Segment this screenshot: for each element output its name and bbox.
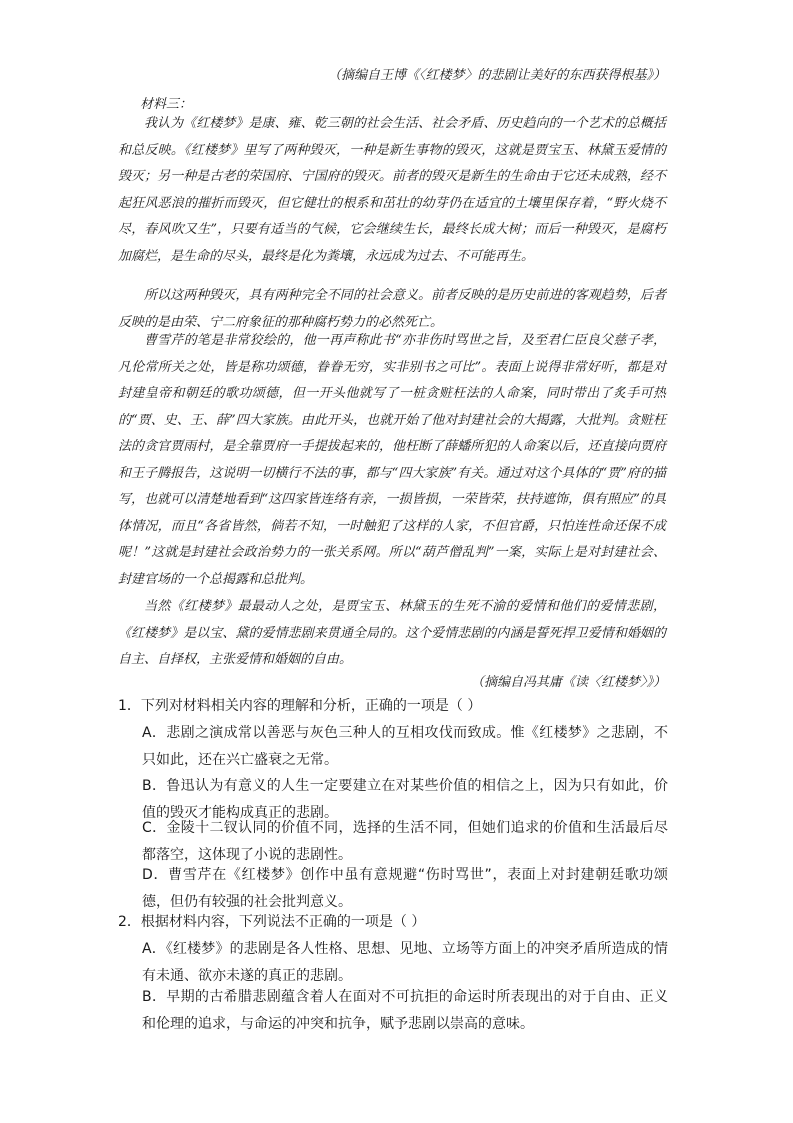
question-1-option-c: C．金陵十二钗认同的价值不同，选择的生活不同，但她们追求的价值和生活最后尽都落空，这体现了小说的悲剧性。 (142, 820, 668, 863)
question-2-option-b: B．早期的古希腊悲剧蕴含着人在面对不可抗拒的命运时所表现出的对于自由、正义和伦理的追求，与命运的冲突和抗争，赋予悲剧以崇高的意味。 (142, 989, 668, 1032)
material-three-paragraph-2: 所以这两种毁灭，具有两种完全不同的社会意义。前者反映的是历史前进的客观趋势，后者反映的是由荣、宁二府象征的那种腐朽势力的必然死亡。 (118, 288, 666, 330)
material-three-paragraph-1: 我认为《红楼梦》是康、雍、乾三朝的社会生活、社会矛盾、历史趋向的一个艺术的总概括和总反映。《红楼梦》里写了两种毁灭，一种是新生事物的毁灭，这就是贾宝玉、林黛玉爱情的毁灭；另一种是古老的荣国府、宁国府的毁灭。前者的毁灭是新生的生命由于它还未成熟，经不起狂风恶浪的摧折而毁灭，但它健壮的根系和茁壮的幼芽仍在适宜的土壤里保存着，“野火烧不尽，春风吹又生”，只要有适当的气候，它会继续生长，最终长成大树；而后一种毁灭，是腐朽加腐烂，是生命的尽头，最终是化为粪壤，永远成为过去、不可能再生。 (118, 116, 666, 264)
question-1-stem: 1．下列对材料相关内容的理解和分析，正确的一项是（ ） (118, 698, 482, 714)
question-2-option-a: A．《红楼梦》的悲剧是各人性格、思想、见地、立场等方面上的冲突矛盾所造成的情有未通、欲亦未遂的真正的悲剧。 (142, 941, 668, 984)
material-three-label: 材料三： (140, 97, 193, 112)
question-1-option-d: D．曹雪芹在《红楼梦》创作中虽有意规避“伤时骂世”，表面上对封建朝廷歌功颂德，但仍有较强的社会批判意义。 (142, 867, 668, 910)
material-three-paragraph-3: 曹雪芹的笔是非常狡绘的，他一再声称此书“亦非伤时骂世之旨，及至君仁臣良父慈子孝，凡伦常所关之处，皆是称功颂德，眷眷无穷，实非别书之可比”。表面上说得非常好听，都是对封建皇帝和朝廷的歌功颂德，但一开头他就写了一桩贪赃枉法的人命案，同时带出了炙手可热的“贾、史、王、薛”四大家族。由此开头，也就开始了他对封建社会的大揭露，大批判。贪赃枉法的贪官贾雨村，是全靠贾府一手提拔起来的，他枉断了薛蟠所犯的人命案以后，还直接向贾府和王子腾报告，这说明一切横行不法的事，都与“四大家族”有关。通过对这个具体的“贾”府的描写，也就可以清楚地看到“这四家皆连络有亲，一损皆损，一荣皆荣，扶持遮饰，俱有照应”的具体情况，而且“各省皆然，倘若不知，一时触犯了这样的人家，不但官爵，只怕连性命还保不成呢！”这就是封建社会政治势力的一张关系网。所以“葫芦僧乱判”一案，实际上是对封建社会、封建官场的一个总揭露和总批判。 (118, 333, 666, 587)
material-three-paragraph-4: 当然《红楼梦》最最动人之处，是贾宝玉、林黛玉的生死不渝的爱情和他们的爱情悲剧，《红楼梦》是以宝、黛的爱情悲剧来贯通全局的。这个爱情悲剧的内涵是誓死捍卫爱情和婚姻的自主、自择权，主张爱情和婚姻的自由。 (118, 599, 666, 667)
source-citation-wangbo: （摘编自王博《〈红楼梦〉的悲剧让美好的东西获得根基》） (327, 68, 666, 83)
question-1-option-b: B．鲁迅认为有意义的人生一定要建立在对某些价值的相信之上，因为只有如此，价值的毁灭才能构成真正的悲剧。 (142, 778, 668, 821)
question-2-stem: 2．根据材料内容，下列说法不正确的一项是（ ） (118, 914, 426, 930)
question-1-option-a: A．悲剧之演成常以善恶与灰色三种人的互相攻伐而致成。惟《红楼梦》之悲剧，不只如此，还在兴亡盛衰之无常。 (142, 725, 668, 768)
source-citation-fengqiyong: （摘编自冯其庸《读〈红楼梦〉》） (470, 675, 666, 690)
